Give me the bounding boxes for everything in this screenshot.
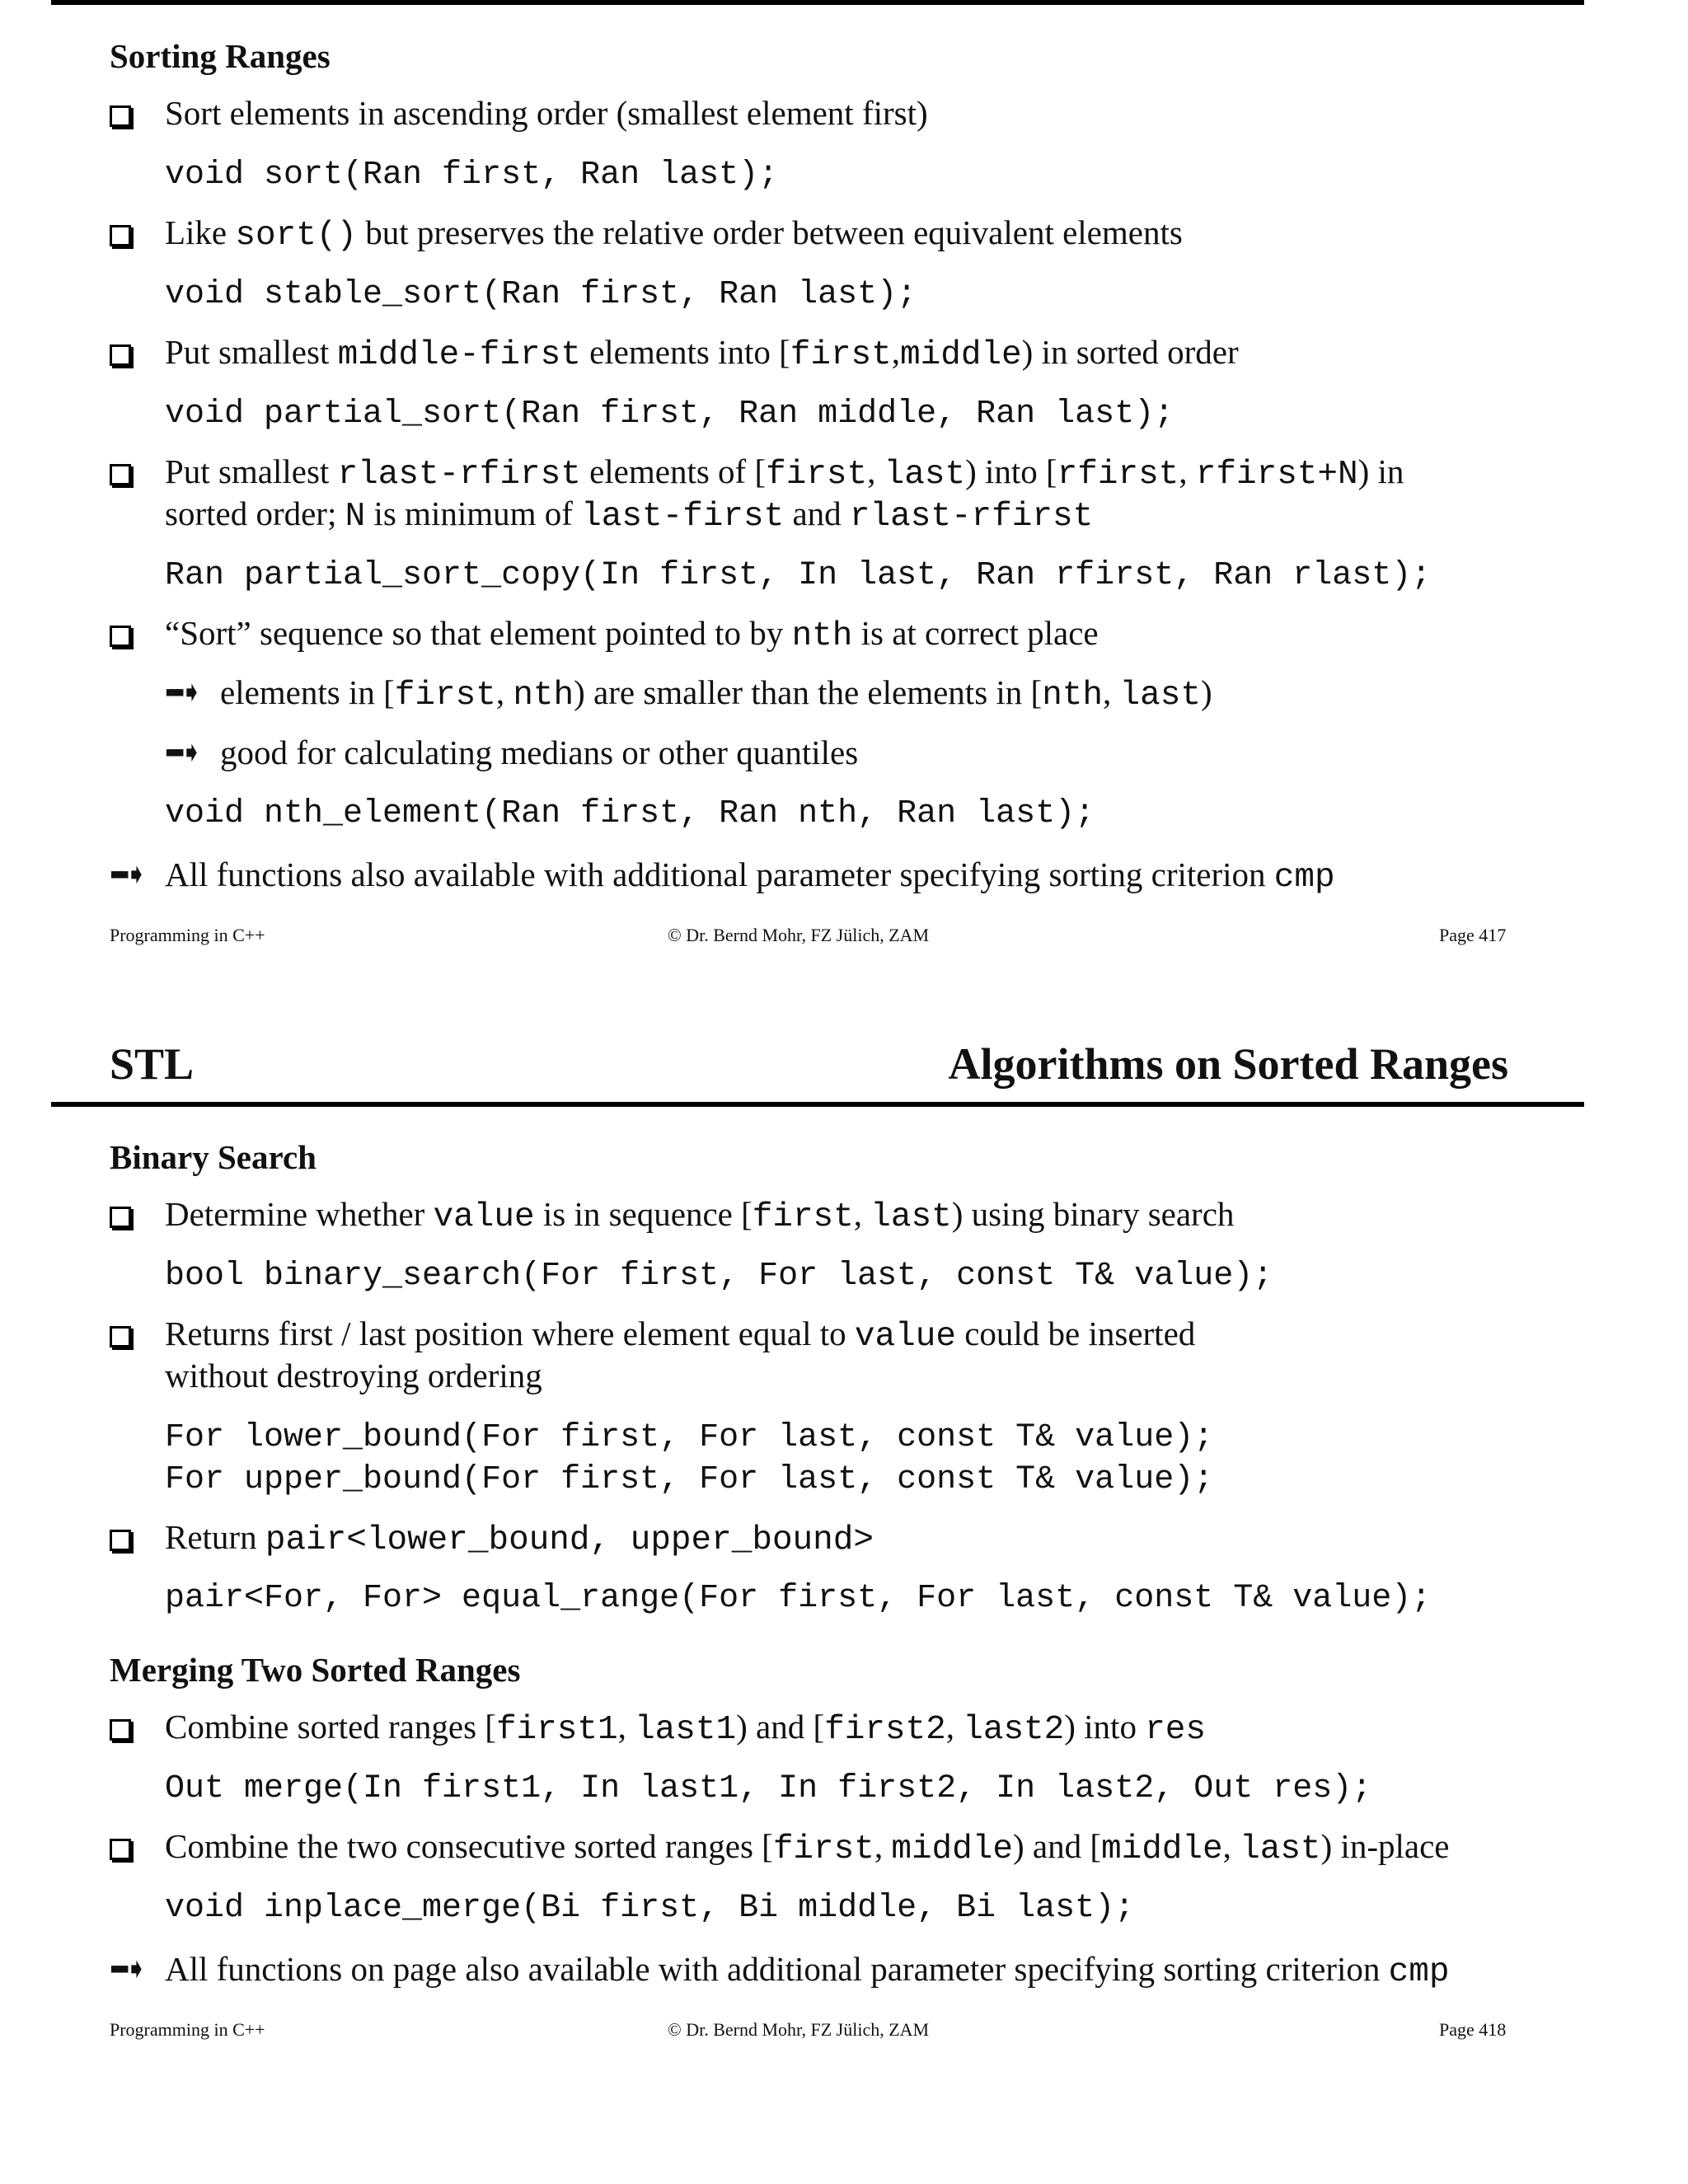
top-rule xyxy=(51,0,1584,5)
text-segment: ) xyxy=(1200,673,1212,711)
text-segment: Sort elements in ascending order (smallest element first) xyxy=(165,94,928,132)
text-segment: “Sort” sequence so that element pointed to by xyxy=(165,614,792,652)
checkbox-bullet-icon xyxy=(110,464,131,485)
footer-left: Programming in C++ xyxy=(110,2019,265,2040)
text-segment: is at correct place xyxy=(852,614,1099,652)
code-signature: bool binary_search(For first, For last, const T& value); xyxy=(165,1258,1273,1295)
text-segment: is in sequence [ xyxy=(534,1195,753,1233)
text-segment: Return xyxy=(165,1518,265,1556)
code-inline: middle xyxy=(891,1830,1013,1868)
sub-bullet-text: good for calculating medians or other quantiles xyxy=(220,733,859,771)
code-inline: sort() xyxy=(235,217,358,255)
footer-left: Programming in C++ xyxy=(110,925,265,945)
text-segment: Like xyxy=(165,213,236,251)
text-segment: elements into [ xyxy=(580,333,790,371)
code-inline: rfirst+N xyxy=(1195,456,1358,494)
code-inline: pair<lower_bound, upper_bound> xyxy=(265,1521,874,1559)
code-inline: first xyxy=(766,456,868,494)
section-heading-merging: Merging Two Sorted Ranges xyxy=(110,1651,521,1689)
bullet-text xyxy=(165,92,1566,134)
arrow-bullet-icon: ▪▪▪➧ xyxy=(165,738,199,768)
checkbox-bullet-icon xyxy=(110,105,131,127)
text-segment: , xyxy=(891,333,901,371)
text-segment: Combine the two consecutive sorted ranges [ xyxy=(165,1827,773,1865)
bullet-text xyxy=(165,451,1566,496)
code-inline: first1 xyxy=(495,1711,618,1749)
checkbox-bullet-icon xyxy=(110,1839,131,1860)
arrow-bullet-icon: ▪▪▪➧ xyxy=(110,1954,143,1985)
text-segment: Put smallest xyxy=(165,452,338,490)
text-segment: All functions also available with additional parameter specifying sorting criterion xyxy=(165,855,1274,893)
checkbox-bullet-icon xyxy=(110,1326,131,1347)
text-segment: Returns first / last position where element equal to xyxy=(165,1315,855,1352)
note-text xyxy=(165,854,1566,899)
text-segment: ) using binary search xyxy=(951,1195,1235,1233)
text-segment: ) and [ xyxy=(1012,1827,1101,1865)
bullet-text xyxy=(165,212,1566,257)
code-inline: middle-first xyxy=(337,336,581,374)
text-segment: Determine whether xyxy=(165,1195,434,1233)
code-signature: For upper_bound(For first, For last, const T& value); xyxy=(165,1461,1214,1498)
title-rule xyxy=(51,1102,1584,1107)
text-segment: could be inserted xyxy=(955,1315,1196,1352)
footer-center: © Dr. Bernd Mohr, FZ Jülich, ZAM xyxy=(668,925,930,945)
text-segment: elements in [ xyxy=(220,673,395,711)
code-signature: Out merge(In first1, In last1, In first2, In last2, Out res); xyxy=(165,1770,1372,1807)
code-inline: middle xyxy=(1100,1830,1223,1868)
code-signature: void stable_sort(Ran first, Ran last); xyxy=(165,276,917,313)
code-signature: void inplace_merge(Bi first, Bi middle, Bi last); xyxy=(165,1890,1135,1927)
section-heading-binary-search: Binary Search xyxy=(110,1138,316,1176)
code-inline: last xyxy=(1119,677,1201,715)
text-segment: ) into [ xyxy=(965,452,1057,490)
code-signature: Ran partial_sort_copy(In first, In last, Ran rfirst, Ran rlast); xyxy=(165,557,1432,594)
code-signature: void nth_element(Ran first, Ran nth, Ran last); xyxy=(165,795,1095,832)
code-inline: middle xyxy=(900,336,1022,374)
footer-center: © Dr. Bernd Mohr, FZ Jülich, ZAM xyxy=(668,2019,930,2040)
code-inline: res xyxy=(1145,1711,1207,1749)
bullet-text-line2: without destroying ordering xyxy=(165,1357,542,1394)
code-inline: last xyxy=(1240,1830,1321,1868)
code-inline: value xyxy=(433,1198,535,1236)
text-segment: Combine sorted ranges [ xyxy=(165,1708,496,1746)
bullet-text xyxy=(165,1516,1566,1562)
bullet-text xyxy=(165,1825,1566,1871)
footer-right: Page 418 xyxy=(1439,2019,1507,2040)
code-inline: first xyxy=(772,1830,874,1868)
bullet-text xyxy=(165,1193,1566,1239)
text-segment: ) and [ xyxy=(736,1708,825,1746)
arrow-bullet-icon: ▪▪▪➧ xyxy=(110,860,143,890)
checkbox-bullet-icon xyxy=(110,1207,131,1228)
footer-right: Page 417 xyxy=(1439,925,1507,945)
section-heading-sorting: Sorting Ranges xyxy=(110,37,331,75)
text-segment: sorted order; xyxy=(165,494,345,532)
code-inline: nth xyxy=(513,677,574,715)
code-inline: nth xyxy=(1042,677,1104,715)
text-segment: , xyxy=(867,452,884,490)
text-segment: , xyxy=(495,673,513,711)
code-inline: nth xyxy=(791,617,853,655)
text-segment: ) in-place xyxy=(1320,1827,1450,1865)
text-segment: but preserves the relative order between equivalent elements xyxy=(357,213,1183,251)
checkbox-bullet-icon xyxy=(110,626,131,647)
checkbox-bullet-icon xyxy=(110,1719,131,1741)
code-inline: cmp xyxy=(1273,859,1335,897)
text-segment: ) in sorted order xyxy=(1021,333,1239,371)
bullet-text xyxy=(165,331,1566,377)
text-segment: , xyxy=(853,1195,871,1233)
text-segment: , xyxy=(1103,673,1120,711)
checkbox-bullet-icon xyxy=(110,344,131,366)
code-inline: cmp xyxy=(1388,1953,1450,1991)
code-inline: last xyxy=(870,1198,952,1236)
code-inline: rlast-rfirst xyxy=(337,456,581,494)
code-signature: For lower_bound(For first, For last, const T& value); xyxy=(165,1419,1214,1456)
code-inline: value xyxy=(854,1318,956,1356)
code-inline: last xyxy=(884,456,966,494)
sub-bullet-text xyxy=(220,672,1212,717)
code-inline: last1 xyxy=(635,1711,737,1749)
code-signature: void sort(Ran first, Ran last); xyxy=(165,157,779,194)
bullet-text-line2 xyxy=(165,493,1566,538)
text-segment: , xyxy=(874,1827,892,1865)
code-signature: void partial_sort(Ran first, Ran middle, Ran last); xyxy=(165,396,1175,433)
code-inline: first xyxy=(752,1198,854,1236)
bullet-text xyxy=(165,1313,1566,1358)
page-title-right: Algorithms on Sorted Ranges xyxy=(948,1039,1508,1089)
page-title-left: STL xyxy=(110,1039,195,1089)
code-inline: N xyxy=(345,498,366,536)
text-segment: ) into xyxy=(1064,1708,1146,1746)
text-segment: , xyxy=(617,1708,635,1746)
code-inline: last-first xyxy=(581,498,785,536)
text-segment: All functions on page also available with additional parameter specifying sorting criterion xyxy=(165,1950,1389,1988)
code-signature: pair<For, For> equal_range(For first, For last, const T& value); xyxy=(165,1580,1432,1617)
arrow-bullet-icon: ▪▪▪➧ xyxy=(165,677,199,708)
text-segment: is minimum of xyxy=(365,494,582,532)
text-segment: , xyxy=(1179,452,1196,490)
checkbox-bullet-icon xyxy=(110,225,131,246)
code-inline: first xyxy=(790,336,892,374)
code-inline: rlast-rfirst xyxy=(849,498,1094,536)
code-inline: last2 xyxy=(963,1711,1065,1749)
text-segment: ) in xyxy=(1357,452,1404,490)
text-segment: , xyxy=(1222,1827,1240,1865)
code-inline: first xyxy=(394,677,496,715)
text-segment: and xyxy=(784,494,850,532)
text-segment: , xyxy=(945,1708,964,1746)
text-segment: Put smallest xyxy=(165,333,338,371)
code-inline: first2 xyxy=(824,1711,946,1749)
code-inline: rfirst xyxy=(1057,456,1179,494)
bullet-text xyxy=(165,612,1566,658)
checkbox-bullet-icon xyxy=(110,1530,131,1551)
text-segment: ) are smaller than the elements in [ xyxy=(574,673,1043,711)
text-segment: elements of [ xyxy=(580,452,767,490)
bullet-text xyxy=(165,1706,1566,1751)
note-text xyxy=(165,1948,1566,1994)
